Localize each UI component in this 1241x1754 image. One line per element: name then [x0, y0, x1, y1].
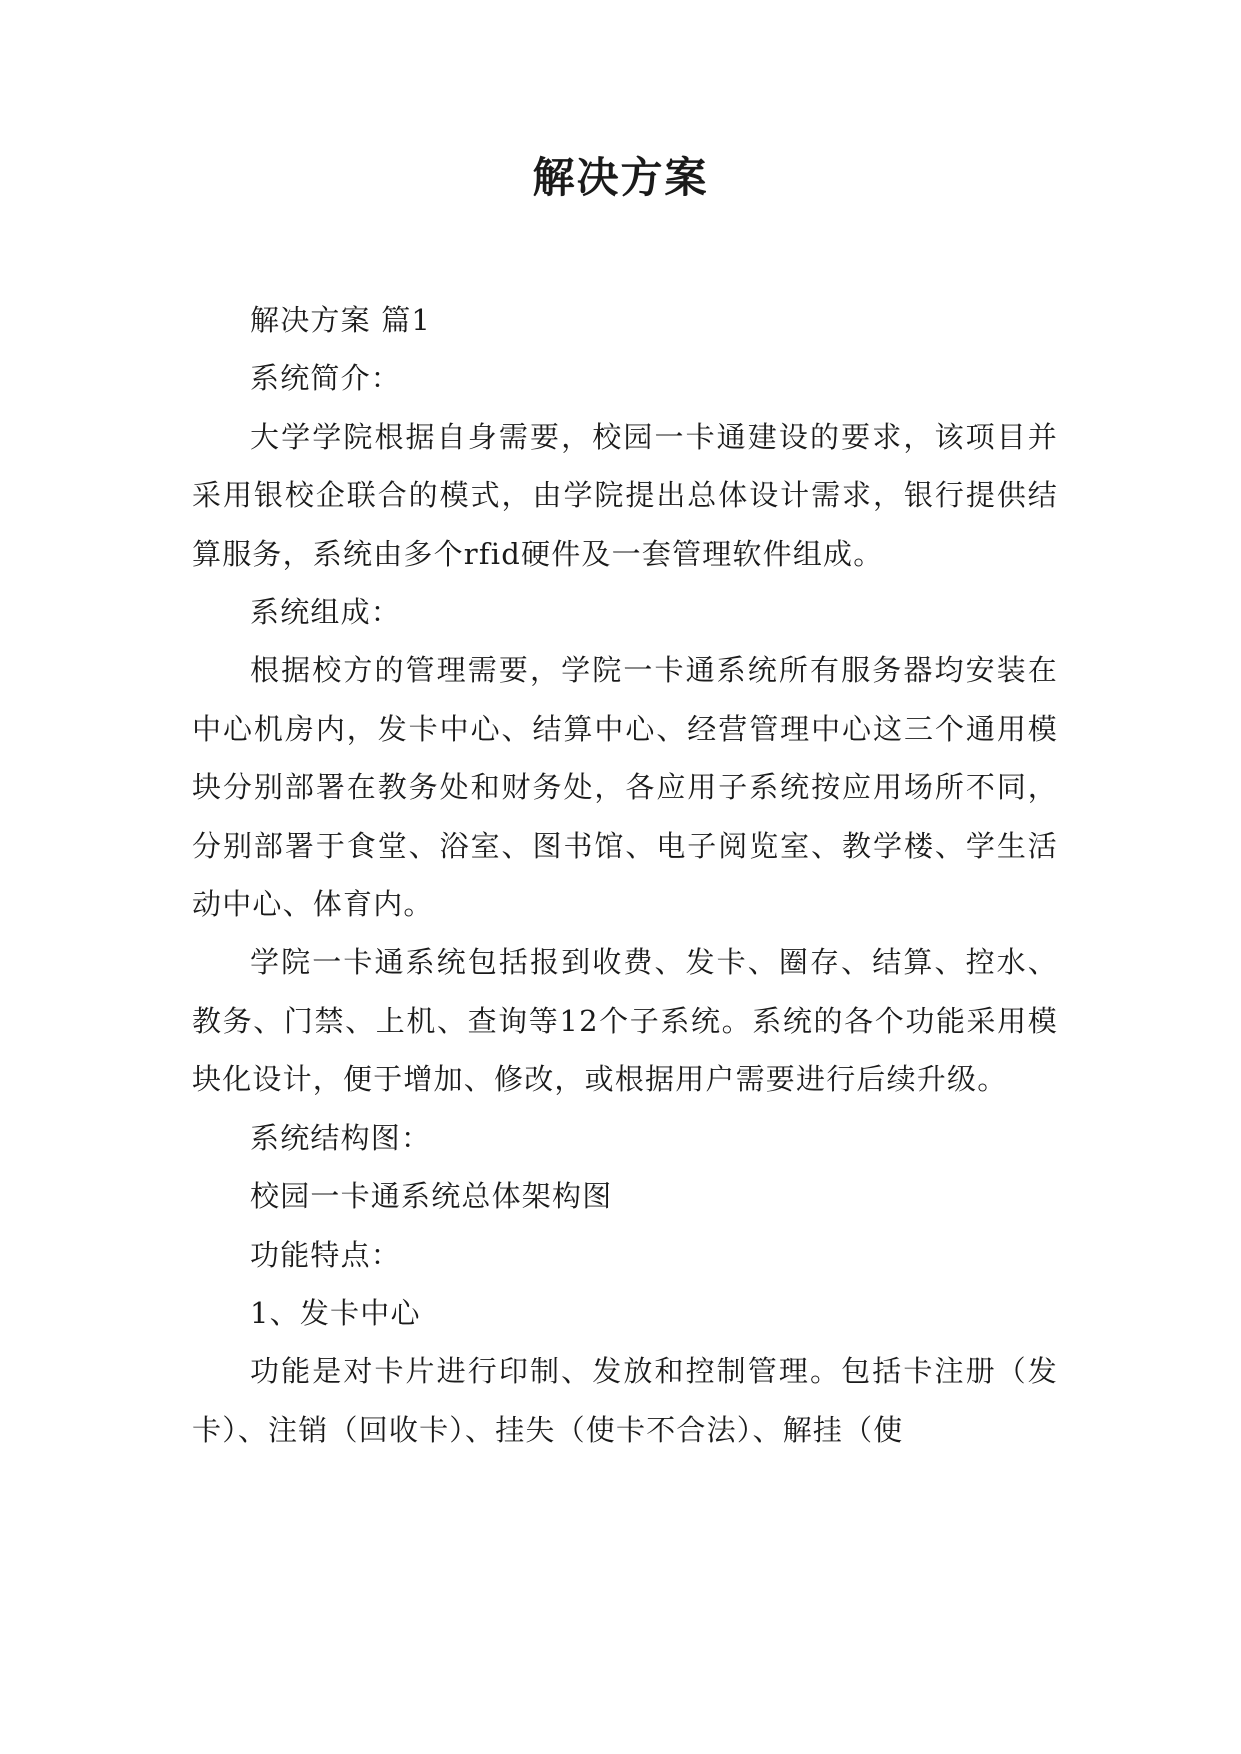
document-title: 解决方案 [532, 153, 709, 202]
list-heading: 1、发卡中心 [250, 1295, 421, 1330]
subheading-system-intro: 系统简介： [250, 361, 402, 396]
paragraph: 大学学院根据自身需要，校园一卡通建设的要求，该项目并采用银校企联合的模式，由学院提出总体设计需求，银行提供结算服务，系统由多个rfid硬件及一套管理软件组成。 [192, 419, 1058, 571]
figure-caption: 校园一卡通系统总体架构图 [250, 1179, 613, 1214]
paragraph: 功能是对卡片进行印制、发放和控制管理。包括卡注册（发卡）、注销（回收卡）、挂失（使卡不合法）、解挂（使 [192, 1354, 1058, 1447]
subheading-features: 功能特点： [250, 1237, 402, 1272]
document-body [192, 291, 1058, 1459]
paragraph: 根据校方的管理需要，学院一卡通系统所有服务器均安装在中心机房内，发卡中心、结算中心、经营管理中心这三个通用模块分别部署在教务处和财务处，各应用子系统按应用场所不同，分别部署于食堂、浴室、图书馆、电子阅览室、教学楼、学生活动中心、体育内。 [192, 653, 1058, 922]
subheading-system-structure: 系统结构图： [250, 1120, 432, 1155]
paragraph: 学院一卡通系统包括报到收费、发卡、圈存、结算、控水、教务、门禁、上机、查询等12个子系统。系统的各个功能采用模块化设计，便于增加、修改，或根据用户需要进行后续升级。 [192, 945, 1058, 1097]
section-heading: 解决方案 篇1 [250, 303, 432, 337]
subheading-system-composition: 系统组成： [250, 595, 402, 630]
